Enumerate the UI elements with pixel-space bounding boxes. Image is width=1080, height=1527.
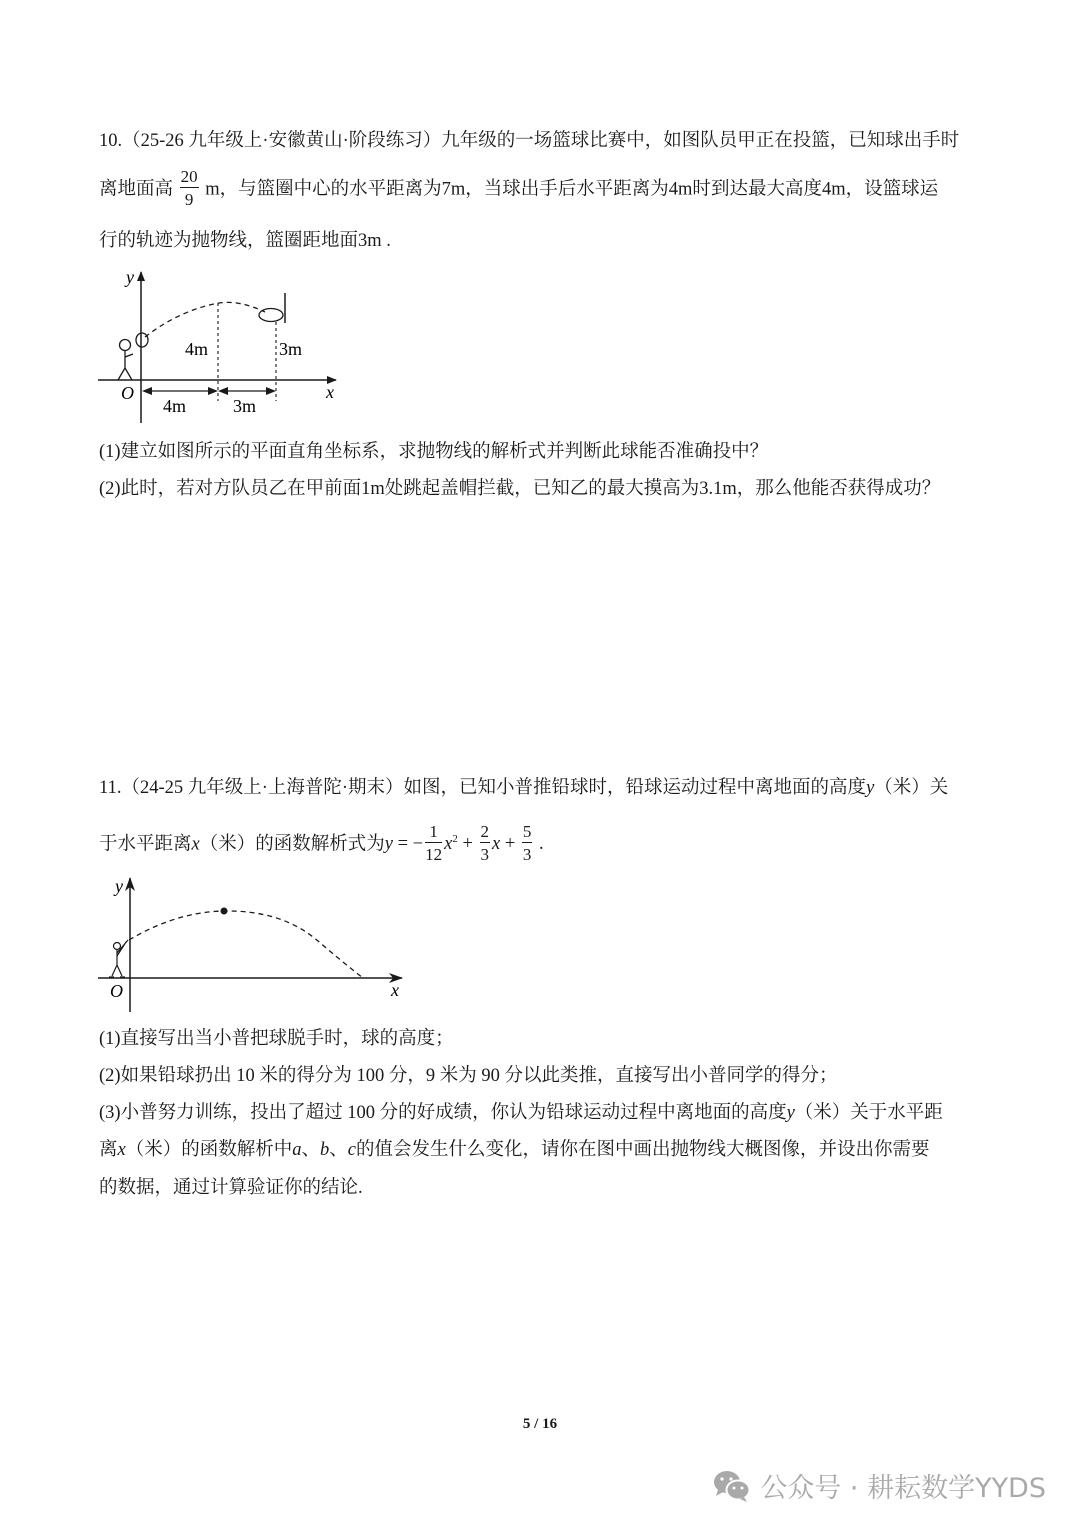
- q11-stem-text-1b: （米）关: [874, 778, 949, 798]
- q10-sub2-text: (2)此时，若对方队员乙在甲前面1m处跳起盖帽拦截，已知乙的最大摸高为3.1m，那么他能否获得成功？: [99, 479, 941, 499]
- y-axis-label: y: [126, 267, 134, 287]
- q11-subquestion-3-line-3: [99, 1176, 363, 1200]
- var-b: b: [320, 1140, 330, 1160]
- eq-plus: +: [500, 834, 520, 855]
- origin-label: O: [121, 383, 134, 403]
- var-x: x: [117, 1140, 126, 1160]
- ball-trajectory: [145, 302, 265, 337]
- separator: 、: [301, 1140, 321, 1160]
- equation: [384, 822, 544, 864]
- watermark: [712, 1466, 1046, 1505]
- wechat-icon: [712, 1469, 752, 1503]
- eq-x-squared: x: [444, 834, 453, 855]
- fraction-numerator: 1: [425, 823, 442, 843]
- eq-fraction-3: [522, 823, 533, 863]
- q10-stem-line-3: [99, 229, 391, 253]
- watermark-text: 公众号 · 耕耘数学YYDS: [760, 1473, 1046, 1504]
- fraction-numerator: 20: [180, 167, 198, 186]
- q11-sub3-text-1a: (3)小普努力训练，投出了超过 100 分的好成绩，你认为铅球运动过程中离地面的高度: [99, 1103, 787, 1123]
- var-x: x: [191, 834, 200, 855]
- q10-stem-text-2a: 离地面高: [99, 179, 174, 200]
- hoop: [259, 309, 283, 322]
- q11-stem-line-1: [99, 776, 948, 800]
- q11-subquestion-3-line-1: [99, 1101, 943, 1125]
- var-a: a: [292, 1140, 302, 1160]
- fraction-denominator: 3: [480, 845, 489, 864]
- player-figure: [118, 340, 133, 381]
- q10-stem-text-3: 行的轨迹为抛物线，篮圈距地面3m .: [99, 231, 391, 251]
- ball: [136, 333, 148, 347]
- athlete-figure: [109, 940, 128, 977]
- q10-subquestion-2: [99, 477, 940, 501]
- q11-stem-line-2: [99, 822, 544, 865]
- peak-height-label: 4m: [185, 339, 209, 359]
- q10-stem-text-2b: m，与篮圈中心的水平距离为7m，当球出手后水平距离为4m时到达最大高度4m，设篮球运: [205, 179, 939, 200]
- q11-stem-text-1a: 11.（24-25 九年级上·上海普陀·期末）如图，已知小普推铅球时，铅球运动过程中离地面的高度: [99, 778, 867, 798]
- origin-label: O: [110, 981, 123, 1001]
- distance-label-1: 4m: [163, 396, 187, 416]
- q10-sub1-text: (1)建立如图所示的平面直角坐标系，求抛物线的解析式并判断此球能否准确投中？: [99, 442, 769, 462]
- q11-stem-text-2b: （米）的函数解析式为: [199, 834, 385, 855]
- x-axis-label: x: [391, 980, 399, 1000]
- eq-y: y: [384, 834, 393, 855]
- var-y: y: [786, 1103, 795, 1123]
- fraction-denominator: 12: [425, 845, 443, 864]
- q11-sub3-text-2b: （米）的函数解析中: [125, 1140, 293, 1160]
- q11-sub3-text-2c: 的值会发生什么变化，请你在图中画出抛物线大概图像，并设出你需要: [356, 1140, 930, 1160]
- q10-stem-line-2: [99, 167, 939, 210]
- x-axis-label: x: [326, 382, 334, 402]
- shot-trajectory: [129, 911, 363, 978]
- q10-basketball-figure: [90, 265, 350, 425]
- q11-sub3-text-3: 的数据，通过计算验证你的结论.: [99, 1178, 363, 1198]
- q11-subquestion-3-line-2: [99, 1138, 930, 1162]
- separator: 、: [329, 1140, 348, 1160]
- eq-plus: +: [457, 834, 478, 855]
- var-c: c: [347, 1140, 356, 1160]
- y-axis-label: y: [115, 876, 123, 896]
- q10-stem-line-1: [99, 129, 959, 153]
- fraction-denominator: 3: [522, 845, 532, 864]
- var-y: y: [866, 778, 875, 798]
- q10-stem-text-1: 10.（25-26 九年级上·安徽黄山·阶段练习）九年级的一场篮球比赛中，如图队员甲正在投篮，已知球出手时: [99, 131, 960, 151]
- hoop-height-label: 3m: [279, 339, 303, 359]
- page-number: 5 / 16: [522, 1416, 558, 1432]
- fraction-numerator: 5: [522, 822, 532, 841]
- q11-subquestion-1: [99, 1027, 454, 1051]
- q10-subquestion-1: [99, 440, 768, 464]
- fraction-numerator: 2: [480, 822, 489, 841]
- q11-sub3-text-2a: 离: [99, 1140, 118, 1160]
- q11-shot-put-figure: [90, 870, 420, 1020]
- q11-sub3-text-1b: （米）关于水平距: [794, 1103, 943, 1123]
- eq-exponent: 2: [452, 833, 458, 846]
- eq-fraction-2: [480, 823, 491, 863]
- eq-equals-minus: = −: [392, 834, 424, 855]
- distance-label-2: 3m: [233, 396, 257, 416]
- fraction-denominator: 9: [184, 190, 194, 209]
- eq-period: .: [534, 834, 544, 855]
- q11-subquestion-2: [99, 1064, 837, 1088]
- eq-fraction-1: [425, 823, 442, 863]
- eq-x: x: [492, 834, 501, 855]
- shot-put-ball: [221, 908, 228, 915]
- q10-fraction: [180, 168, 199, 208]
- q11-sub2-text: (2)如果铅球扔出 10 米的得分为 100 分，9 米为 90 分以此类推，直接写出小普同学的得分；: [99, 1066, 838, 1086]
- q11-stem-text-2a: 于水平距离: [99, 834, 192, 855]
- q11-sub1-text: (1)直接写出当小普把球脱手时，球的高度；: [99, 1029, 454, 1049]
